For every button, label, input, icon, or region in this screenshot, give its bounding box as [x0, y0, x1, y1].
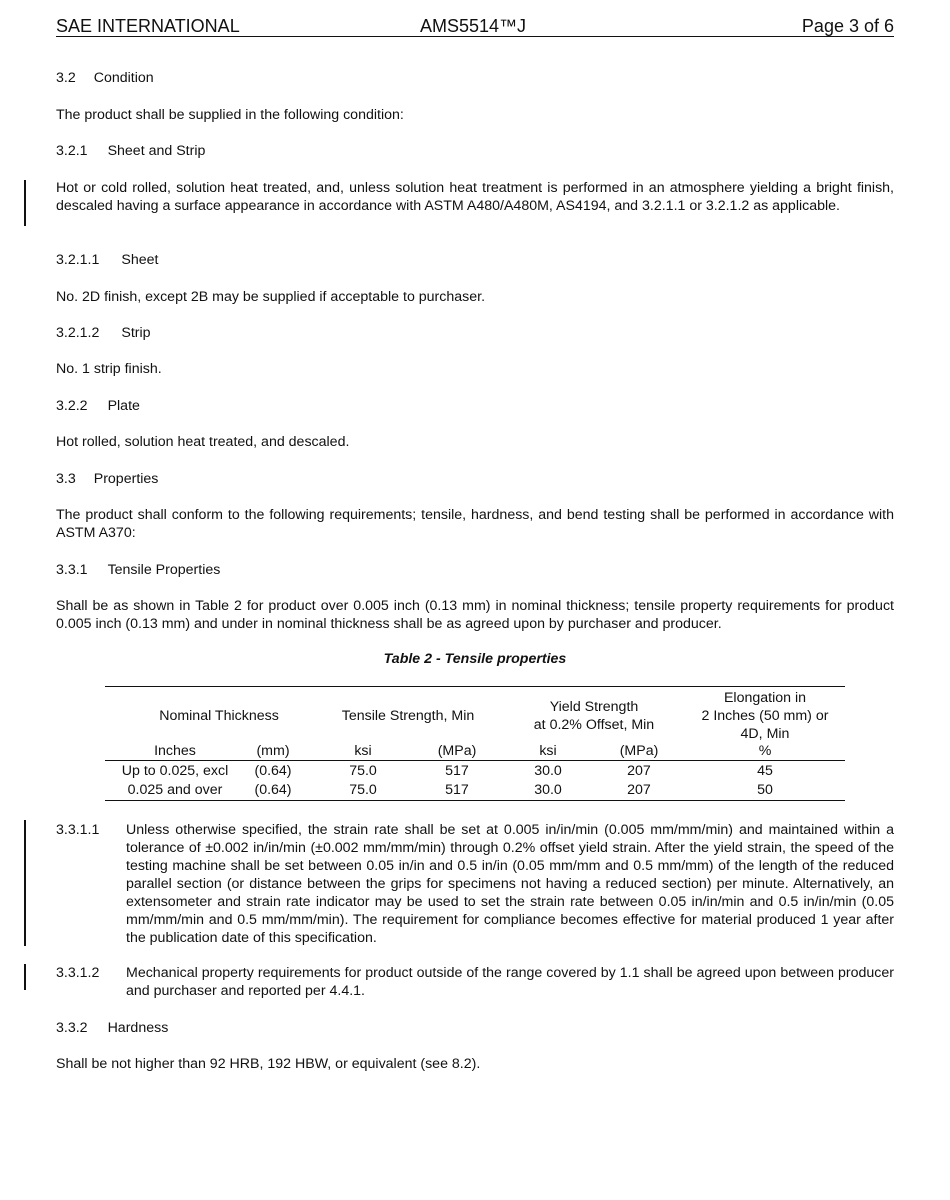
unit-ts-mpa: (MPa) — [437, 743, 477, 759]
section-3-3-1-1-body: Unless otherwise specified, the strain rate shall be set at 0.005 in/in/min (0.005 mm/mm/min) and maintained within a tolerance of ±0.002 in/in/min (±0.002 mm/mm/min) through 0.2% offset yield strain. After the yield strain, the speed of the testing machine shall be set between 0.05 in/in and 0.5 in/in (0.05 mm/mm and 0.5 mm/mm) of the length of the reduced parallel section (or distance between the grips for specimens not having a reduced section) per minute. Alternatively, an extensometer and strain rate indicator may be used to set the strain rate between 0.05 in/in/min and 0.5 in/in/min (0.05 mm/mm/min and 0.5 mm/mm/min). The requirement for compliance becomes effective for material produced 1 year after the publication date of this specification. — [126, 822, 894, 946]
unit-ys-mpa: (MPa) — [619, 743, 659, 759]
section-3-2-2-heading — [56, 397, 894, 415]
unit-inches: Inches — [154, 743, 196, 759]
section-title: Plate — [107, 398, 140, 414]
header-elongation-line3: 4D, Min — [740, 726, 790, 742]
cell-mm: (0.64) — [254, 782, 292, 798]
page-header — [56, 16, 894, 37]
header-yield-strength-line1: Yield Strength — [549, 699, 639, 715]
table-bottom-rule — [105, 800, 845, 801]
section-3-2-1-1-heading — [56, 251, 894, 269]
section-3-3-1-2-number: 3.3.1.2 — [56, 965, 100, 981]
section-number: 3.2.1.1 — [56, 252, 100, 268]
section-3-2-2-body: Hot rolled, solution heat treated, and descaled. — [56, 434, 350, 450]
unit-mm: (mm) — [256, 743, 290, 759]
section-title: Sheet and Strip — [107, 143, 206, 159]
revision-change-bar — [24, 180, 26, 226]
revision-change-bar — [24, 964, 26, 990]
revision-change-bar — [24, 820, 26, 946]
header-tensile-strength: Tensile Strength, Min — [341, 708, 475, 724]
cell-elongation: 50 — [757, 782, 773, 798]
header-elongation-line2: 2 Inches (50 mm) or — [701, 708, 829, 724]
cell-ts-ksi: 75.0 — [349, 763, 377, 779]
section-number: 3.3.1 — [56, 562, 88, 578]
section-3-3-1-heading — [56, 561, 894, 579]
cell-mm: (0.64) — [254, 763, 292, 779]
section-number: 3.2.1 — [56, 143, 88, 159]
section-number: 3.2 — [56, 70, 76, 86]
section-number: 3.2.1.2 — [56, 325, 100, 341]
header-org: SAE INTERNATIONAL — [56, 16, 240, 36]
section-3-3-1-2-body: Mechanical property requirements for product outside of the range covered by 1.1 shall be agreed upon between producer and purchaser and reported per 4.4.1. — [126, 965, 894, 999]
section-3-2-1-2-heading — [56, 324, 894, 342]
unit-ts-ksi: ksi — [354, 743, 372, 759]
section-3-3-2-heading — [56, 1019, 894, 1037]
table-top-rule — [105, 686, 845, 687]
section-3-3-body: The product shall conform to the following requirements; tensile, hardness, and bend testing shall be performed in accordance with ASTM A370: — [56, 507, 894, 541]
section-title: Properties — [93, 471, 159, 487]
unit-elongation: % — [758, 743, 772, 759]
section-title: Sheet — [121, 252, 159, 268]
section-3-2-1-1-body: No. 2D finish, except 2B may be supplied if acceptable to purchaser. — [56, 289, 486, 305]
section-3-2-body: The product shall be supplied in the following condition: — [56, 107, 404, 123]
section-3-3-1-body: Shall be as shown in Table 2 for product over 0.005 inch (0.13 mm) in nominal thickness; tensile property requirements for product 0.005 inch (0.13 mm) and under in nominal thickness shall be as agreed upon by purchaser and producer. — [56, 598, 894, 632]
header-page-number: Page 3 of 6 — [801, 16, 894, 36]
cell-ts-mpa: 517 — [445, 763, 469, 779]
unit-ys-ksi: ksi — [539, 743, 557, 759]
table-title: Table 2 - Tensile properties — [383, 651, 567, 667]
cell-ts-mpa: 517 — [445, 782, 469, 798]
section-3-2-heading — [56, 69, 894, 87]
section-title: Hardness — [107, 1020, 169, 1036]
header-elongation-line1: Elongation in — [723, 690, 807, 706]
header-yield-strength-line2: at 0.2% Offset, Min — [533, 717, 655, 733]
header-doc-id: AMS5514™J — [420, 16, 527, 36]
cell-inches: 0.025 and over — [127, 782, 223, 798]
section-number: 3.3.2 — [56, 1020, 88, 1036]
cell-ts-ksi: 75.0 — [349, 782, 377, 798]
cell-ys-mpa: 207 — [627, 782, 651, 798]
section-3-3-heading — [56, 470, 894, 488]
section-3-3-2-body: Shall be not higher than 92 HRB, 192 HBW, or equivalent (see 8.2). — [56, 1056, 481, 1072]
section-title: Tensile Properties — [107, 562, 221, 578]
section-3-2-1-heading — [56, 142, 894, 160]
cell-ys-mpa: 207 — [627, 763, 651, 779]
cell-elongation: 45 — [757, 763, 773, 779]
section-number: 3.3 — [56, 471, 76, 487]
header-nominal-thickness: Nominal Thickness — [159, 708, 279, 724]
cell-ys-ksi: 30.0 — [534, 763, 562, 779]
section-title: Condition — [93, 70, 154, 86]
section-3-2-1-body: Hot or cold rolled, solution heat treated, and, unless solution heat treatment is performed in an atmosphere yielding a bright finish, descaled having a surface appearance in accordance with ASTM A480/A480M, AS4194, and 3.2.1.1 or 3.2.1.2 as applicable. — [56, 180, 894, 214]
section-3-2-1-2-body: No. 1 strip finish. — [56, 361, 162, 377]
cell-ys-ksi: 30.0 — [534, 782, 562, 798]
table-header-rule — [105, 760, 845, 761]
section-number: 3.2.2 — [56, 398, 88, 414]
section-title: Strip — [121, 325, 151, 341]
cell-inches: Up to 0.025, excl — [121, 763, 229, 779]
section-3-3-1-1-number: 3.3.1.1 — [56, 822, 100, 838]
